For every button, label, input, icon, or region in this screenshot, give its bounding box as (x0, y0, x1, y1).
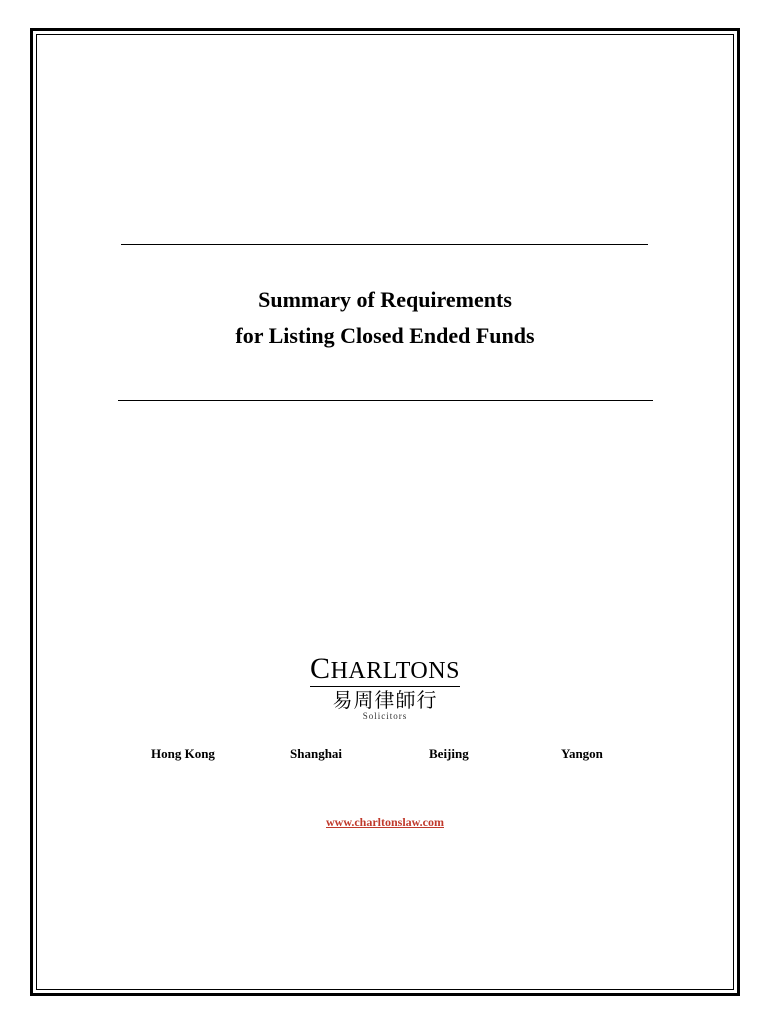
page-border-inner (36, 34, 734, 990)
logo-initial: C (310, 652, 331, 685)
logo-rest: HARLTONS (330, 658, 460, 684)
office-hong-kong: Hong Kong (151, 746, 215, 761)
logo-wordmark (300, 652, 470, 685)
logo-chinese-name: 易周律師行 (332, 688, 438, 712)
website-link-text[interactable]: www.charltonslaw.com (326, 815, 444, 829)
logo-divider (310, 686, 460, 687)
office-shanghai: Shanghai (290, 746, 343, 761)
title-line-2: for Listing Closed Ended Funds (235, 323, 535, 348)
office-beijing: Beijing (429, 746, 469, 761)
office-yangon: Yangon (561, 746, 603, 761)
logo-subtitle: Solicitors (362, 711, 408, 721)
title-line-1: Summary of Requirements (258, 287, 512, 312)
title-rule-top (121, 244, 648, 245)
document-title (0, 282, 770, 354)
website-link[interactable] (0, 815, 770, 830)
charltons-logo (300, 652, 470, 725)
title-rule-bottom (118, 400, 653, 401)
